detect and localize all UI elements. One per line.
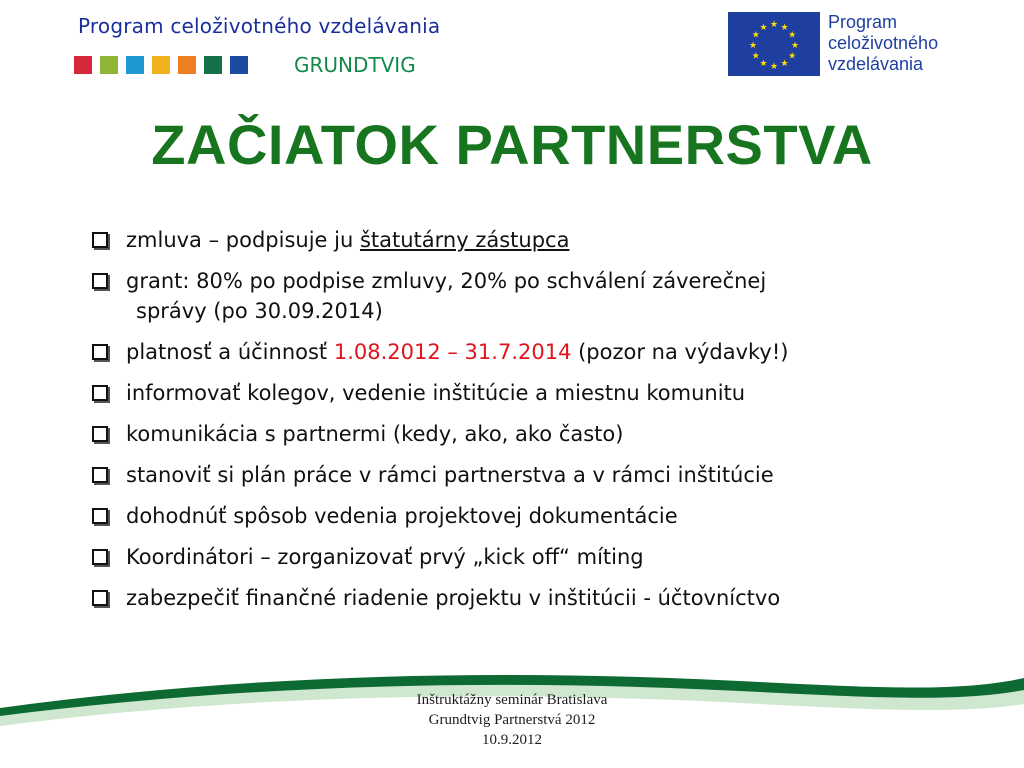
svg-text:★: ★	[759, 22, 768, 33]
program-header-label: Program celoživotného vzdelávania	[78, 14, 441, 38]
svg-text:★: ★	[780, 59, 789, 70]
bullet-text: zabezpečiť finančné riadenie projektu v inštitúcii - účtovníctvo	[126, 586, 781, 610]
svg-text:★: ★	[788, 30, 797, 41]
bullet-text: (pozor na výdavky!)	[571, 340, 789, 364]
bullet-item	[90, 584, 990, 612]
checkbox-bullet-icon	[92, 426, 108, 442]
footer-caption	[362, 690, 662, 750]
checkbox-bullet-icon	[92, 232, 108, 248]
checkbox-bullet-icon	[92, 590, 108, 606]
checkbox-bullet-icon	[92, 508, 108, 524]
bullet-text: informovať kolegov, vedenie inštitúcie a miestnu komunitu	[126, 381, 746, 405]
bullet-text: grant: 80% po podpise zmluvy, 20% po schválení záverečnej	[126, 269, 767, 293]
bullet-text: správy (po 30.09.2014)	[136, 299, 383, 323]
checkbox-bullet-icon	[92, 344, 108, 360]
bullet-text: dohodnúť spôsob vedenia projektovej dokumentácie	[126, 504, 678, 528]
checkbox-bullet-icon	[92, 385, 108, 401]
color-square-green	[204, 56, 222, 74]
bullet-text: komunikácia s partnermi (kedy, ako, ako často)	[126, 422, 624, 446]
eu-logo-text	[828, 12, 938, 75]
svg-text:★: ★	[748, 41, 758, 51]
bullet-item	[90, 461, 990, 489]
bullet-text: Koordinátori – zorganizovať prvý „kick off“ míting	[126, 545, 644, 569]
program-color-squares	[74, 56, 248, 74]
svg-text:★: ★	[788, 51, 797, 62]
slide-title: ZAČIATOK PARTNERSTVA	[151, 113, 873, 176]
checkbox-bullet-icon	[92, 549, 108, 565]
svg-text:★: ★	[780, 22, 789, 33]
checkbox-bullet-icon	[92, 273, 108, 289]
eu-logo-line-2: celoživotného	[828, 33, 939, 53]
footer-line-3: 10.9.2012	[482, 732, 542, 748]
validity-dates: 1.08.2012 – 31.7.2014	[333, 340, 572, 364]
color-square-cyan	[126, 56, 144, 74]
eu-flag-icon	[728, 12, 820, 76]
eu-logo-line-3: vzdelávania	[828, 54, 924, 74]
bullet-item	[90, 543, 990, 571]
bullet-list	[90, 226, 990, 625]
color-square-blue	[230, 56, 248, 74]
footer-line-1: Inštruktážny seminár Bratislava	[416, 692, 608, 708]
bullet-item	[90, 267, 990, 295]
bullet-item	[90, 502, 990, 530]
bullet-text: platnosť a účinnosť	[126, 340, 334, 364]
color-square-yellow	[152, 56, 170, 74]
svg-text:★: ★	[751, 30, 760, 41]
grundtvig-label: GRUNDTVIG	[294, 53, 416, 77]
bullet-item	[90, 379, 990, 407]
bullet-text: zmluva – podpisuje ju	[126, 228, 360, 252]
bullet-continuation	[90, 297, 990, 325]
eu-logo-line-1: Program	[828, 12, 898, 32]
color-square-lime	[100, 56, 118, 74]
bullet-item	[90, 420, 990, 448]
svg-text:★: ★	[759, 59, 768, 70]
svg-text:★: ★	[751, 51, 760, 62]
footer-line-2: Grundtvig Partnerstvá 2012	[428, 712, 596, 728]
bullet-item	[90, 226, 990, 254]
color-square-orange	[178, 56, 196, 74]
bullet-item	[90, 338, 990, 366]
color-square-red	[74, 56, 92, 74]
eu-program-logo	[728, 12, 938, 76]
checkbox-bullet-icon	[92, 467, 108, 483]
svg-text:★: ★	[769, 62, 779, 72]
svg-text:★: ★	[769, 20, 779, 30]
bullet-underlined-text: štatutárny zástupca	[359, 228, 570, 252]
svg-text:★: ★	[790, 41, 800, 51]
bullet-text: stanoviť si plán práce v rámci partnerstva a v rámci inštitúcie	[126, 463, 774, 487]
